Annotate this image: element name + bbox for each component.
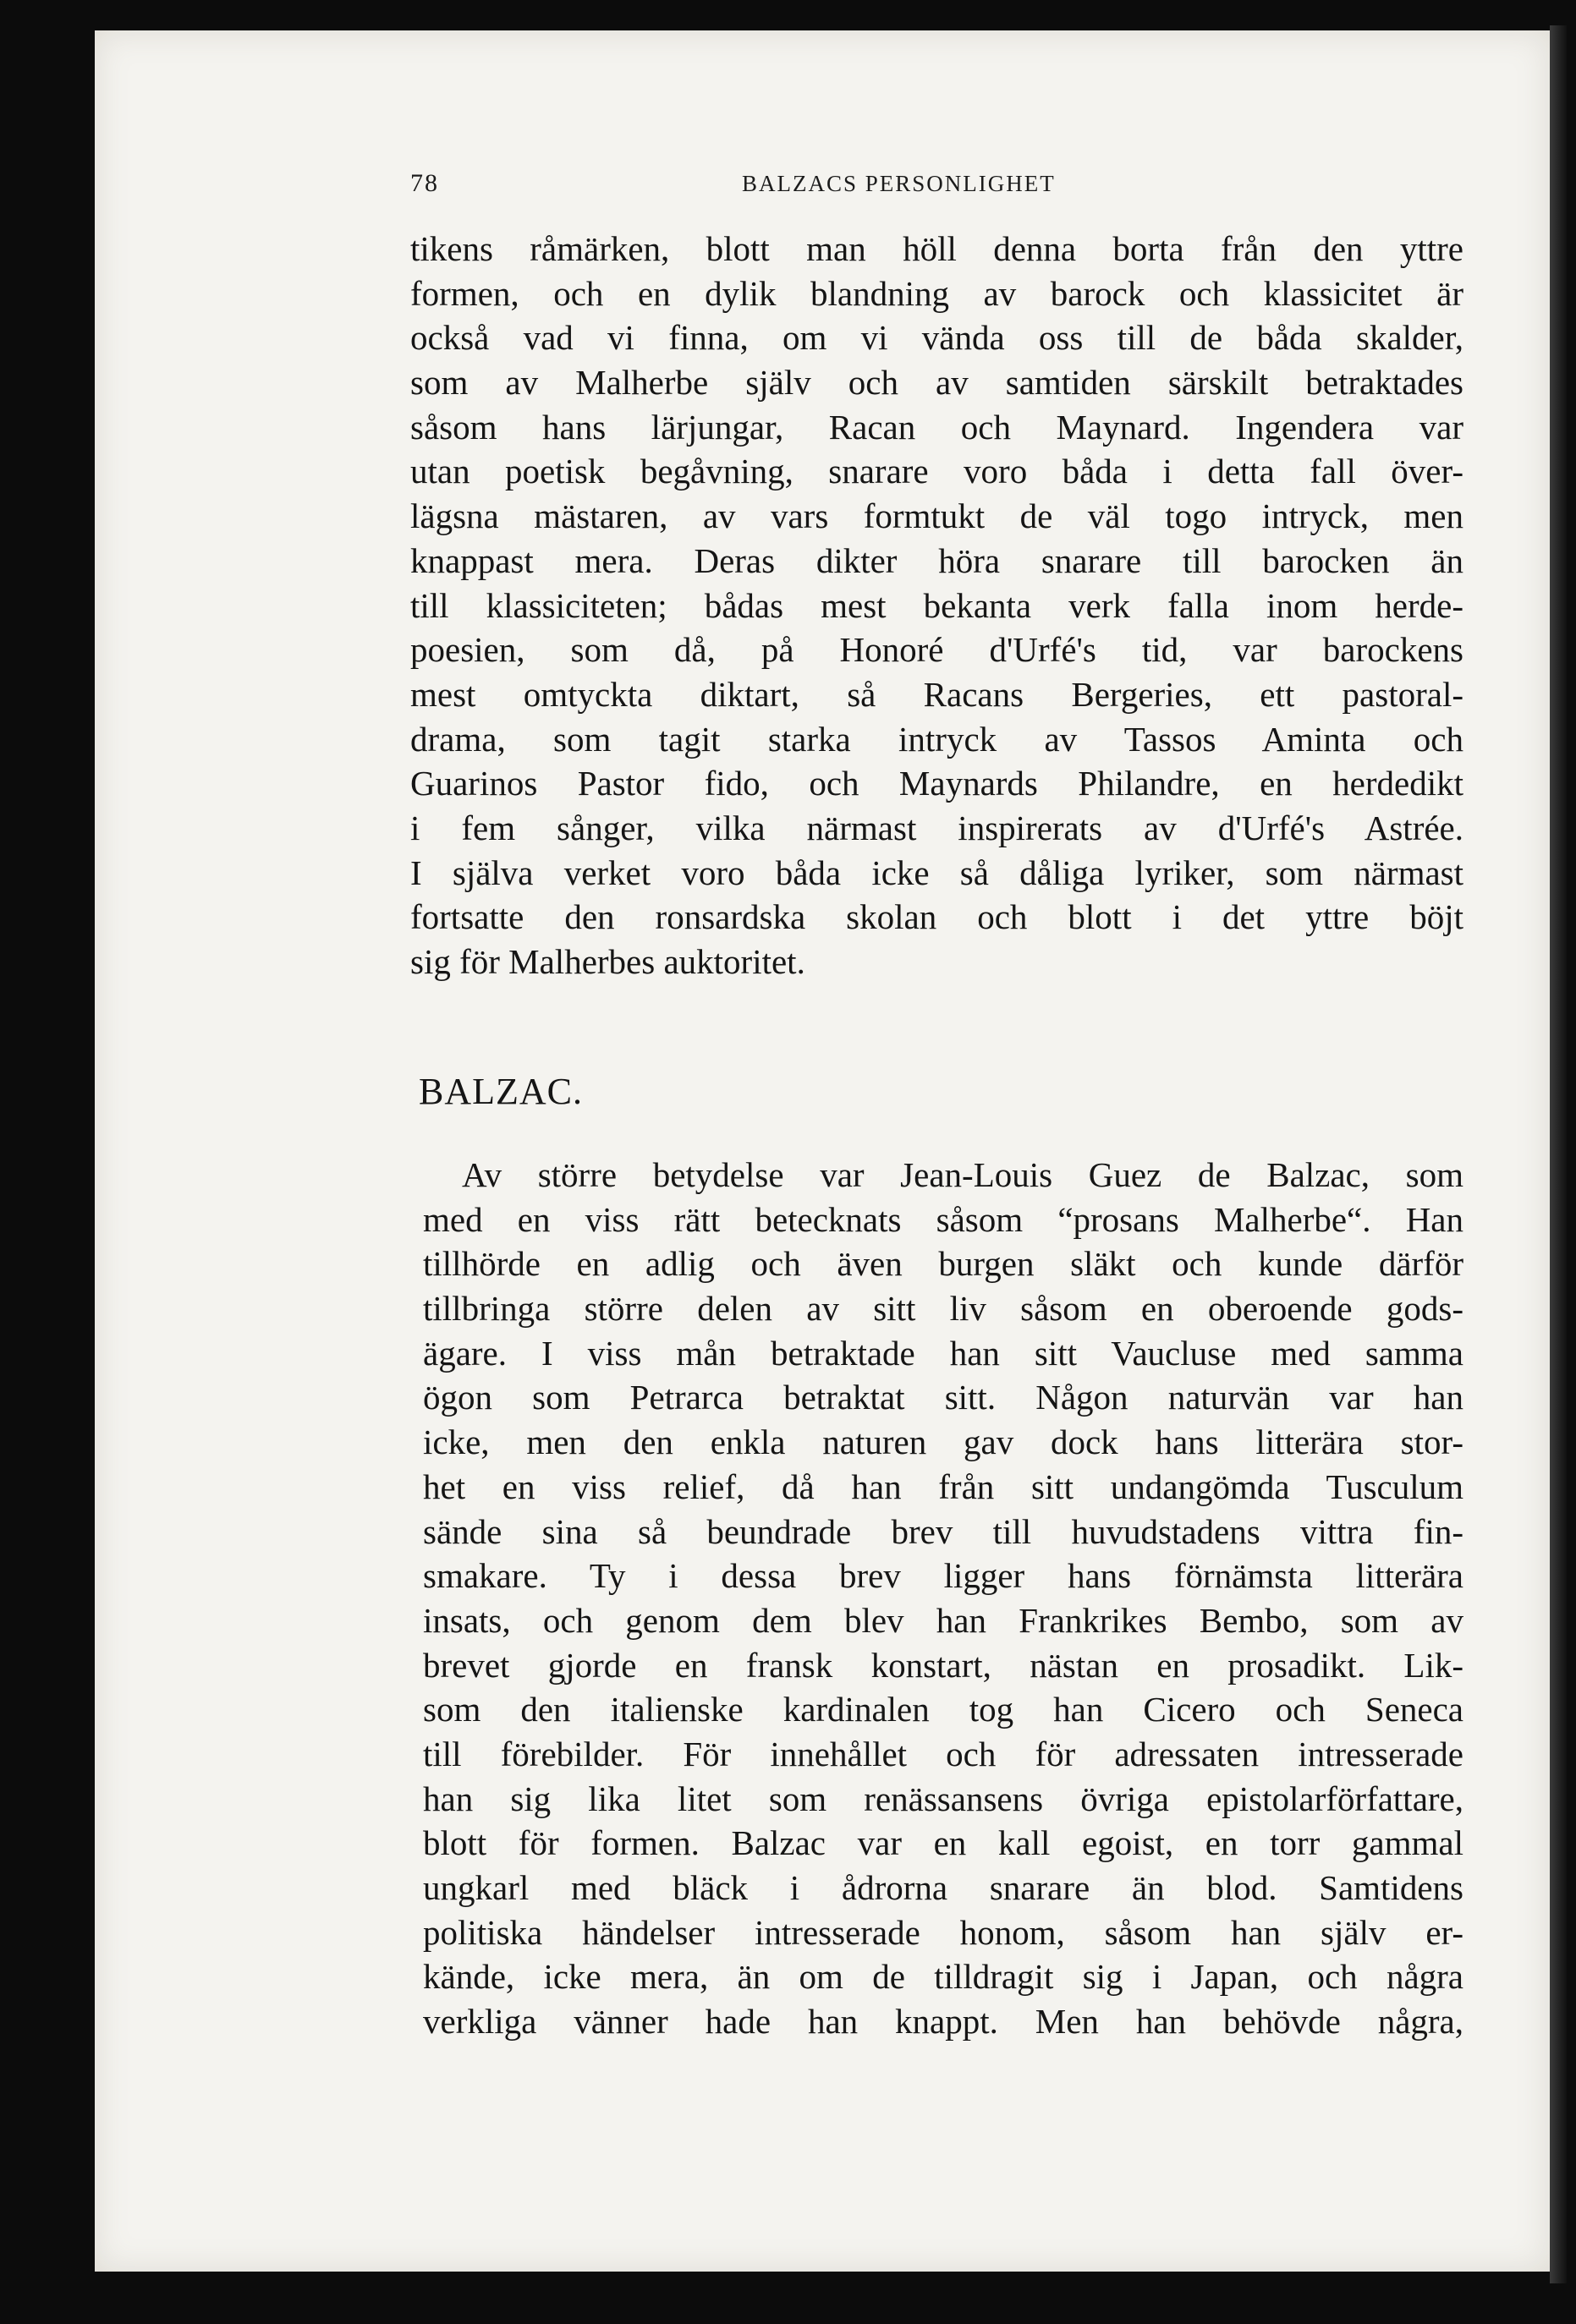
text-line: till klassiciteten; bådas mest bekanta verk falla inom herde- (410, 585, 1463, 625)
text-line: brevet gjorde en fransk konstart, nästan en prosadikt. Lik- (423, 1645, 1463, 1685)
text-line: poesien, som då, på Honoré d'Urfé's tid, var barockens (410, 630, 1463, 670)
text-line: som den italienske kardinalen tog han Cicero och Seneca (423, 1690, 1463, 1729)
text-line: med en viss rätt betecknats såsom “prosans Malherbe“. Han (423, 1199, 1463, 1239)
text-line: icke, men den enkla naturen gav dock hans litterära stor- (423, 1422, 1463, 1462)
text-line: i fem sånger, vilka närmast inspirerats av d'Urfé's Astrée. (410, 808, 1463, 847)
text-line: mest omtyckta diktart, så Racans Bergeries, ett pastoral- (410, 674, 1463, 714)
text-line: sände sina så beundrade brev till huvudstadens vittra fin- (423, 1511, 1463, 1551)
page-number: 78 (410, 169, 439, 197)
page-header (410, 169, 1463, 211)
text-line: Guarinos Pastor fido, och Maynards Philandre, en herdedikt (410, 764, 1463, 803)
text-line: såsom hans lärjungar, Racan och Maynard. Ingendera var (410, 407, 1463, 447)
text-line: smakare. Ty i dessa brev ligger hans förnämsta litterära (423, 1556, 1463, 1596)
page-edge-shadow (1550, 25, 1567, 2283)
text-line: knappast mera. Deras dikter höra snarare till barocken än (410, 540, 1463, 580)
text-line: fortsatte den ronsardska skolan och blott i det yttre böjt (410, 897, 1463, 937)
text-line: han sig lika litet som renässansens övriga epistolarförfattare, (423, 1779, 1463, 1818)
text-line: ungkarl med bläck i ådrorna snarare än blod. Samtidens (423, 1868, 1463, 1907)
text-line: verkliga vänner hade han knappt. Men han behövde några, (423, 2002, 1463, 2042)
text-line: också vad vi finna, om vi vända oss till de båda skalder, (410, 318, 1463, 358)
text-line: lägsna mästaren, av vars formtukt de väl togo intryck, men (410, 496, 1463, 536)
text-line: kände, icke mera, än om de tilldragit sig i Japan, och några (423, 1957, 1463, 1997)
text-line: tillhörde en adlig och även burgen släkt och kunde därför (423, 1244, 1463, 1284)
text-line: tillbringa större delen av sitt liv såsom en oberoende gods- (423, 1289, 1463, 1329)
text-line: sig för Malherbes auktoritet. (410, 942, 805, 981)
text-line: Av större betydelse var Jean-Louis Guez de Balzac, som (462, 1155, 1463, 1194)
text-line: drama, som tagit starka intryck av Tassos Aminta och (410, 719, 1463, 759)
text-line: till förebilder. För innehållet och för adressaten intresserade (423, 1734, 1463, 1773)
text-line: som av Malherbe själv och av samtiden särskilt betraktades (410, 363, 1463, 403)
paragraph-1 (410, 227, 1463, 984)
text-line: utan poetisk begåvning, snarare voro båda i detta fall över- (410, 452, 1463, 491)
running-head: BALZACS PERSONLIGHET (742, 171, 1056, 196)
text-line: ögon som Petrarca betraktat sitt. Någon naturvän var han (423, 1378, 1463, 1417)
text-line: formen, och en dylik blandning av barock och klassicitet är (410, 273, 1463, 313)
section-heading: BALZAC. (419, 1071, 583, 1112)
text-line: ägare. I viss mån betraktade han sitt Vaucluse med samma (423, 1333, 1463, 1373)
text-line: insats, och genom dem blev han Frankrikes Bembo, som av (423, 1600, 1463, 1640)
text-line: I själva verket voro båda icke så dåliga lyriker, som närmast (410, 852, 1463, 892)
text-line: blott för formen. Balzac var en kall egoist, en torr gammal (423, 1823, 1463, 1863)
text-line: het en viss relief, då han från sitt undangömda Tusculum (423, 1466, 1463, 1506)
text-line: tikens råmärken, blott man höll denna borta från den yttre (410, 229, 1463, 268)
paragraph-2 (423, 1153, 1463, 2044)
text-line: politiska händelser intresserade honom, såsom han själv er- (423, 1912, 1463, 1952)
